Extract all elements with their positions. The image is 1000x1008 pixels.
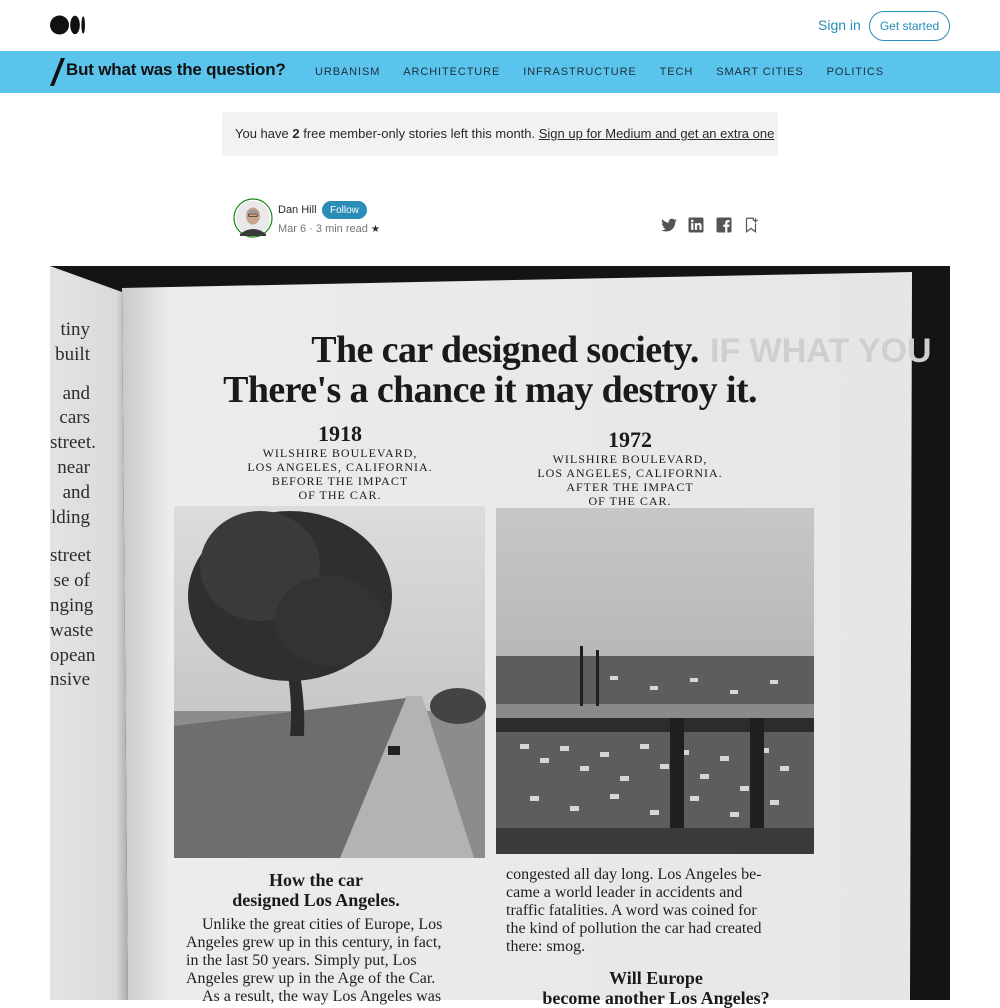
nav-politics[interactable]: POLITICS	[826, 66, 884, 78]
ad-subhead-left: How the car designed Los Angeles.	[232, 870, 400, 910]
nav-architecture[interactable]: ARCHITECTURE	[403, 66, 501, 78]
bleed-through-text: IF WHAT YOU	[710, 332, 932, 370]
sign-in-link[interactable]: Sign in	[818, 17, 861, 33]
caption-1972: 1972 WILSHIRE BOULEVARD, LOS ANGELES, CALIFORNIA. AFTER THE IMPACT OF THE CAR.	[537, 427, 723, 508]
publication-bar	[0, 51, 1000, 93]
caption-1918: 1918 WILSHIRE BOULEVARD, LOS ANGELES, CALIFORNIA. BEFORE THE IMPACT OF THE CAR.	[247, 421, 433, 502]
publication-slash-logo-icon[interactable]	[50, 58, 66, 86]
notice-count: 2	[292, 126, 300, 141]
ad-body-left: Unlike the great cities of Europe, Los Angeles grew up in this century, in fact, in the last 50 years. Simply put, Los Angeles grew up in the Age of the Car. As a result, the way Los Angeles was	[186, 916, 443, 1005]
member-stories-notice	[222, 112, 778, 156]
nav-smart-cities[interactable]: SMART CITIES	[716, 66, 804, 78]
ad-body-right: congested all day long. Los Angeles be- came a world leader in accidents and traffic fatalities. A word was coined for the kind of pollution the car had created there: smog.	[506, 866, 762, 955]
article-meta	[278, 223, 380, 235]
member-star-icon: ★	[370, 224, 380, 235]
publication-nav	[315, 66, 907, 78]
author-avatar[interactable]	[233, 196, 273, 240]
ad-subhead-right: Will Europe become another Los Angeles?	[542, 968, 770, 1008]
nav-infrastructure[interactable]: INFRASTRUCTURE	[523, 66, 637, 78]
signup-link[interactable]: Sign up for Medium and get an extra one	[538, 126, 775, 141]
site-header	[0, 0, 1000, 51]
linkedin-icon[interactable]	[687, 216, 705, 234]
facebook-icon[interactable]	[715, 216, 733, 234]
article-hero-image	[50, 266, 950, 1008]
left-page-text: tiny built and cars street. near and lding street se of nging waste opean nsive	[50, 319, 96, 691]
medium-logo-icon[interactable]	[50, 15, 86, 35]
notice-middle: free member-only stories left this month.	[299, 126, 539, 141]
publication-title[interactable]: But what was the question?	[66, 60, 286, 79]
date-readtime: Mar 6 · 3 min read	[278, 223, 368, 235]
twitter-icon[interactable]	[660, 216, 678, 234]
notice-prefix: You have	[235, 126, 293, 141]
nav-tech[interactable]: TECH	[659, 66, 694, 78]
follow-button[interactable]: Follow	[322, 201, 367, 219]
bookmark-icon[interactable]	[742, 216, 760, 234]
nav-urbanism[interactable]: URBANISM	[315, 66, 381, 78]
get-started-button[interactable]: Get started	[869, 11, 950, 41]
ad-headline: The car designed society. There's a chance it may destroy it.	[223, 329, 757, 411]
author-name[interactable]: Dan Hill	[278, 204, 317, 216]
